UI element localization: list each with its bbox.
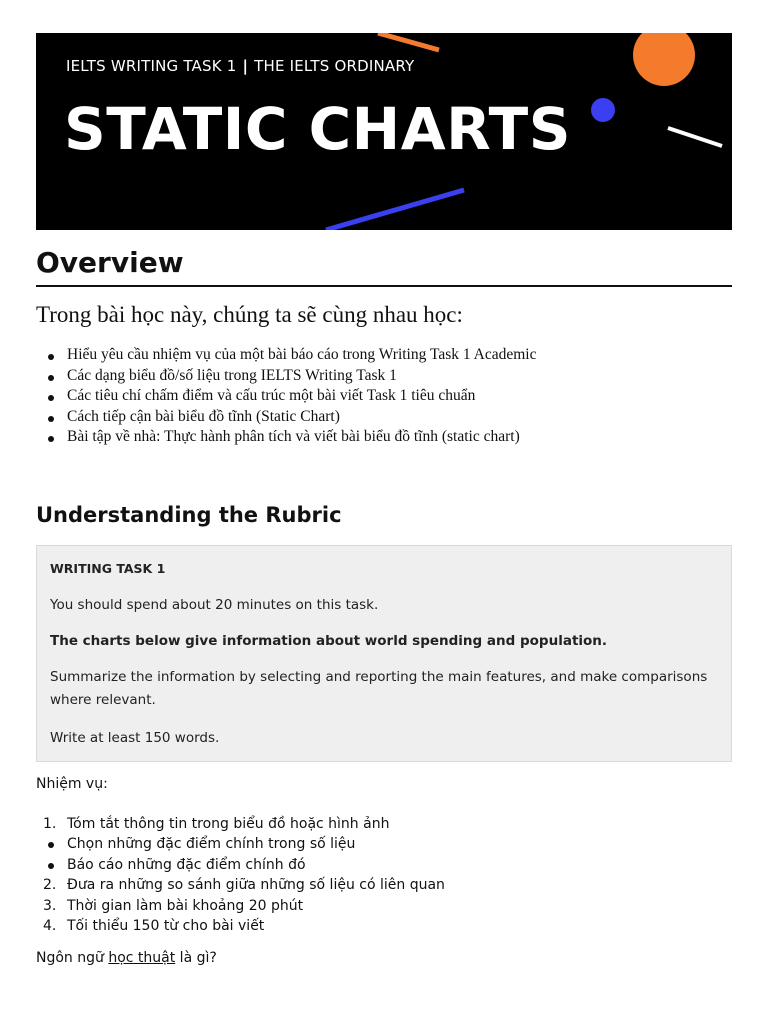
question-text-start: Ngôn ngữ bbox=[36, 950, 109, 966]
rubric-heading: Understanding the Rubric bbox=[36, 503, 342, 527]
task-requirement-item bbox=[36, 916, 445, 936]
task-prompt: The charts below give information about world spending and population. bbox=[50, 633, 608, 649]
overview-heading: Overview bbox=[36, 246, 184, 279]
orange-circle-decoration bbox=[633, 33, 695, 86]
task-word-limit: Write at least 150 words. bbox=[50, 730, 220, 746]
bullet bbox=[48, 842, 54, 848]
bullet bbox=[48, 863, 54, 869]
task-requirement-item bbox=[36, 875, 445, 895]
overview-intro: Trong bài học này, chúng ta sẽ cùng nhau học: bbox=[36, 302, 463, 327]
task-requirement-text: Thời gian làm bài khoảng 20 phút bbox=[67, 897, 304, 914]
writing-task-box bbox=[36, 545, 732, 762]
academic-language-question bbox=[36, 950, 217, 966]
banner-title: STATIC CHARTS bbox=[64, 95, 572, 163]
task-requirements-list bbox=[36, 814, 445, 936]
task-requirement-text: Tóm tắt thông tin trong biểu đồ hoặc hình ảnh bbox=[67, 816, 390, 832]
header-banner bbox=[36, 33, 732, 230]
lesson-goal-item: Cách tiếp cận bài biểu đồ tĩnh (Static Chart) bbox=[48, 407, 536, 428]
banner-subtitle-separator: | bbox=[242, 57, 249, 75]
list-number: 4. bbox=[43, 917, 57, 934]
tasks-label: Nhiệm vụ: bbox=[36, 776, 108, 792]
blue-stroke-decoration bbox=[326, 190, 464, 230]
task-requirement-item bbox=[36, 814, 445, 834]
task-requirement-item bbox=[36, 834, 445, 854]
list-number: 1. bbox=[43, 816, 57, 832]
task-requirement-text: Báo cáo những đặc điểm chính đó bbox=[67, 856, 306, 873]
heading-divider bbox=[36, 285, 732, 287]
white-stroke-decoration bbox=[668, 128, 722, 146]
lesson-goal-item: Các dạng biểu đồ/số liệu trong IELTS Writing Task 1 bbox=[48, 366, 536, 387]
task-requirement-text: Tối thiểu 150 từ cho bài viết bbox=[67, 917, 265, 934]
lesson-goal-item: Các tiêu chí chấm điểm và cấu trúc một bài viết Task 1 tiêu chuẩn bbox=[48, 386, 536, 407]
task-instruction: Summarize the information by selecting and reporting the main features, and make comparisons where relevant. bbox=[50, 669, 708, 708]
blue-dot-decoration bbox=[591, 98, 615, 122]
task-time-note: You should spend about 20 minutes on this task. bbox=[50, 597, 379, 613]
task-requirement-text: Chọn những đặc điểm chính trong số liệu bbox=[67, 836, 356, 853]
lesson-goal-item: Bài tập về nhà: Thực hành phân tích và viết bài biểu đồ tĩnh (static chart) bbox=[48, 427, 536, 448]
banner-subtitle-course: IELTS WRITING TASK 1 bbox=[66, 57, 237, 75]
lesson-goal-item: Hiểu yêu cầu nhiệm vụ của một bài báo cáo trong Writing Task 1 Academic bbox=[48, 345, 536, 366]
lesson-goals-list bbox=[48, 345, 536, 448]
banner-subtitle-brand: THE IELTS ORDINARY bbox=[254, 57, 415, 75]
banner-subtitle bbox=[66, 57, 414, 75]
question-text-end: là gì? bbox=[175, 950, 217, 966]
list-number: 2. bbox=[43, 877, 57, 894]
academic-language-link[interactable]: học thuật bbox=[108, 950, 176, 966]
task-requirement-item bbox=[36, 896, 445, 916]
list-number: 3. bbox=[43, 897, 57, 914]
task-title: WRITING TASK 1 bbox=[50, 561, 166, 576]
task-requirement-item bbox=[36, 855, 445, 875]
task-requirement-text: Đưa ra những so sánh giữa những số liệu có liên quan bbox=[67, 877, 445, 894]
orange-stroke-decoration bbox=[378, 33, 439, 50]
